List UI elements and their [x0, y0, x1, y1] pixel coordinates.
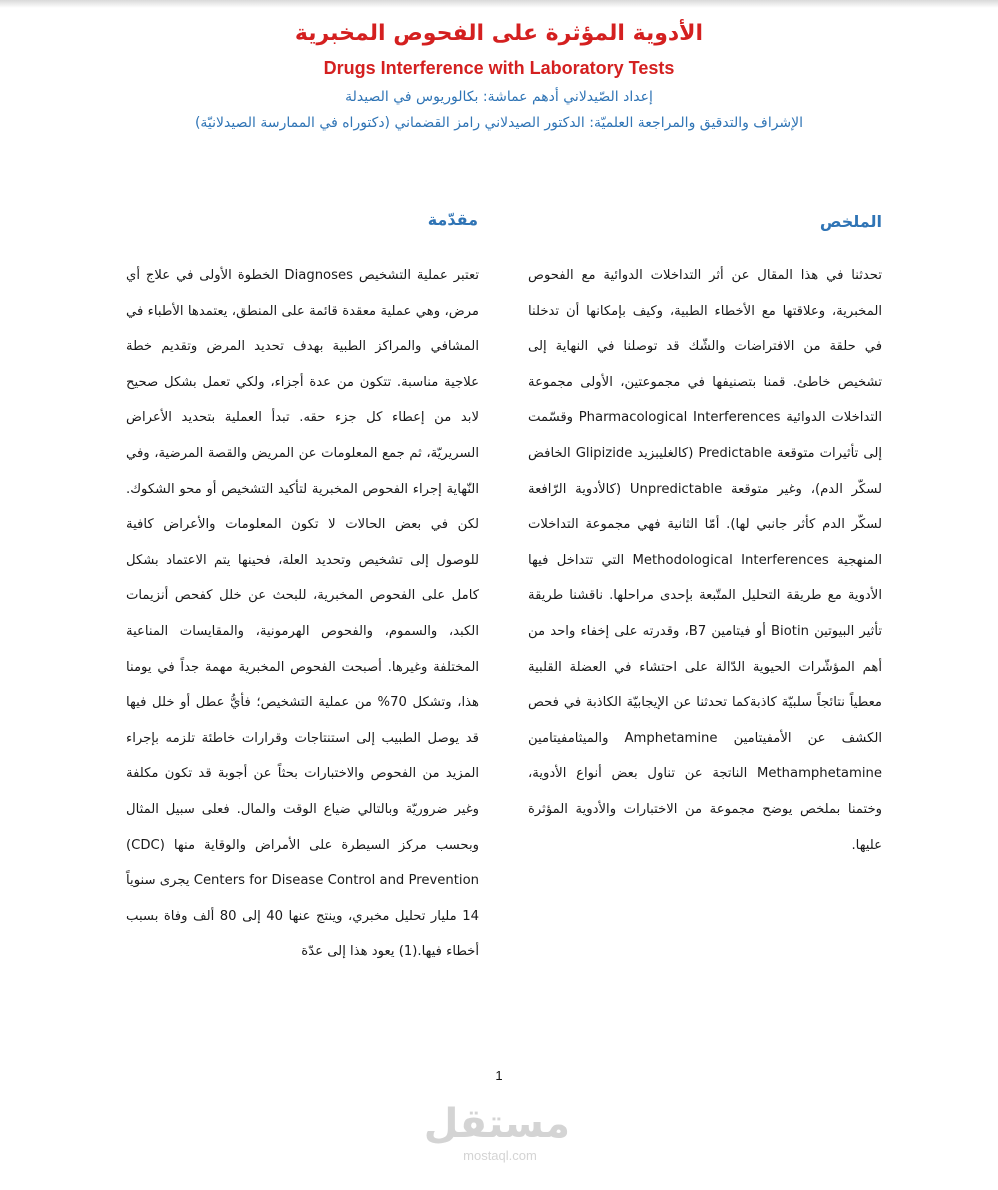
watermark-logo: مستقل — [423, 1101, 570, 1147]
page-edge-shadow — [0, 0, 998, 8]
abstract-heading: الملخص — [819, 212, 882, 231]
watermark-url: mostaql.com — [463, 1148, 537, 1163]
abstract-text: تحدثنا في هذا المقال عن أثر التداخلات الدوائية مع الفحوص المخبرية، وعلاقتها مع الأخطاء الطبية، وكيف بإمكانها أن تدخلنا في حلقة من الافتراضات والشّك قد توصلنا في النهاية إلى تشخيص خاطئ. قمنا بتصنيفها في مجموعتين، الأولى مجموعة التداخلات الدوائية Pharmacological Interferences وقسّمت إلى تأثيرات متوقعة Predictable (كالغليبزيد Glipizide الخافض لسكّر الدم)، وغير متوقعة Unpredictable (كالأدوية الرّافعة لسكّر الدم كأثر جانبي لها). أمّا الثانية فهي مجموعة التداخلات المنهجية Methodological Interferences التي تتداخل فيها الأدوية مع طريقة التحليل المتّبعة بإحدى مراحلها. ناقشنا طريقة تأثير البيوتين Biotin أو فيتامين B7، وقدرته على إخفاء واحد من أهم المؤشّرات الحيوية الدّالة على احتشاء في العضلة القلبية معطياً نتائجاً سلبيّة كاذبةكما تحدثنا عن الإيجابيّة الكاذبة في فحص الكشف عن الأمفيتامين Amphetamine والميثامفيتامين Methamphetamine الناتجة عن تناول بعض أنواع الأدوية، وختمنا بملخص يوضح مجموعة من الاختبارات والأدوية المؤثرة عليها. — [528, 268, 883, 853]
abstract-column — [528, 258, 882, 863]
title-arabic: الأدوية المؤثرة على الفحوص المخبرية — [294, 21, 704, 46]
introduction-column — [126, 258, 479, 970]
introduction-heading: مقدّمة — [427, 210, 478, 229]
title-english: Drugs Interference with Laboratory Tests — [323, 58, 675, 78]
supervisor-line: الإشراف والتدقيق والمراجعة العلميّة: الدكتور الصيدلاني رامز القضماني (دكتوراه في الممارسة الصيدلانيّة) — [194, 115, 804, 131]
page-number: 1 — [495, 1068, 503, 1083]
mostaql-watermark — [423, 1100, 570, 1170]
article-header — [0, 18, 998, 136]
introduction-text: تعتبر عملية التشخيص Diagnoses الخطوة الأولى في علاج أي مرض، وهي عملية معقدة قائمة على المنطق، يعتمدها الأطباء في المشافي والمراكز الطبية بهدف تحديد المرض وتقديم خطة علاجية مناسبة. تتكون من عدة أجزاء، ولكي تعمل بشكل صحيح لابد من إعطاء كل جزء حقه. تبدأ العملية بتحديد الأعراض السريريّة، ثم جمع المعلومات عن المريض والقصة المرضية، وفي النّهاية إجراء الفحوص المخبرية لتأكيد التشخيص أو محو الشكوك. لكن في بعض الحالات لا تكون المعلومات والأعراض كافية للوصول إلى تشخيص وتحديد العلة، فحينها يتم الاعتماد بشكل كامل على الفحوص المخبرية، للبحث عن خلل كفحص أنزيمات الكبد، والسموم، والفحوص الهرمونية، والمقايسات المناعية المختلفة وغيرها. أصبحت الفحوص المخبرية مهمة جداً في يومنا هذا، وتشكل 70% من عملية التشخيص؛ فأيُّ عطل أو خلل فيها قد يوصل الطبيب إلى استنتاجات وقرارات خاطئة تلزمه بإجراء المزيد من الفحوص والاختبارات بحثاً عن أجوبة قد تكون مكلفة وغير ضروريّة وبالتالي ضياع الوقت والمال. فعلى سبيل المثال وبحسب مركز السيطرة على الأمراض والوقاية منها (CDC) Centers for Disease Control and Prevention يجرى سنوياً 14 مليار تحليل مخبري، وينتج عنها 40 إلى 80 ألف وفاة بسبب أخطاء فيها.(1) يعود هذا إلى عدّة — [126, 268, 480, 960]
author-line: إعداد الصّيدلاني أدهم عماشة: بكالوريوس في الصيدلة — [345, 89, 653, 105]
